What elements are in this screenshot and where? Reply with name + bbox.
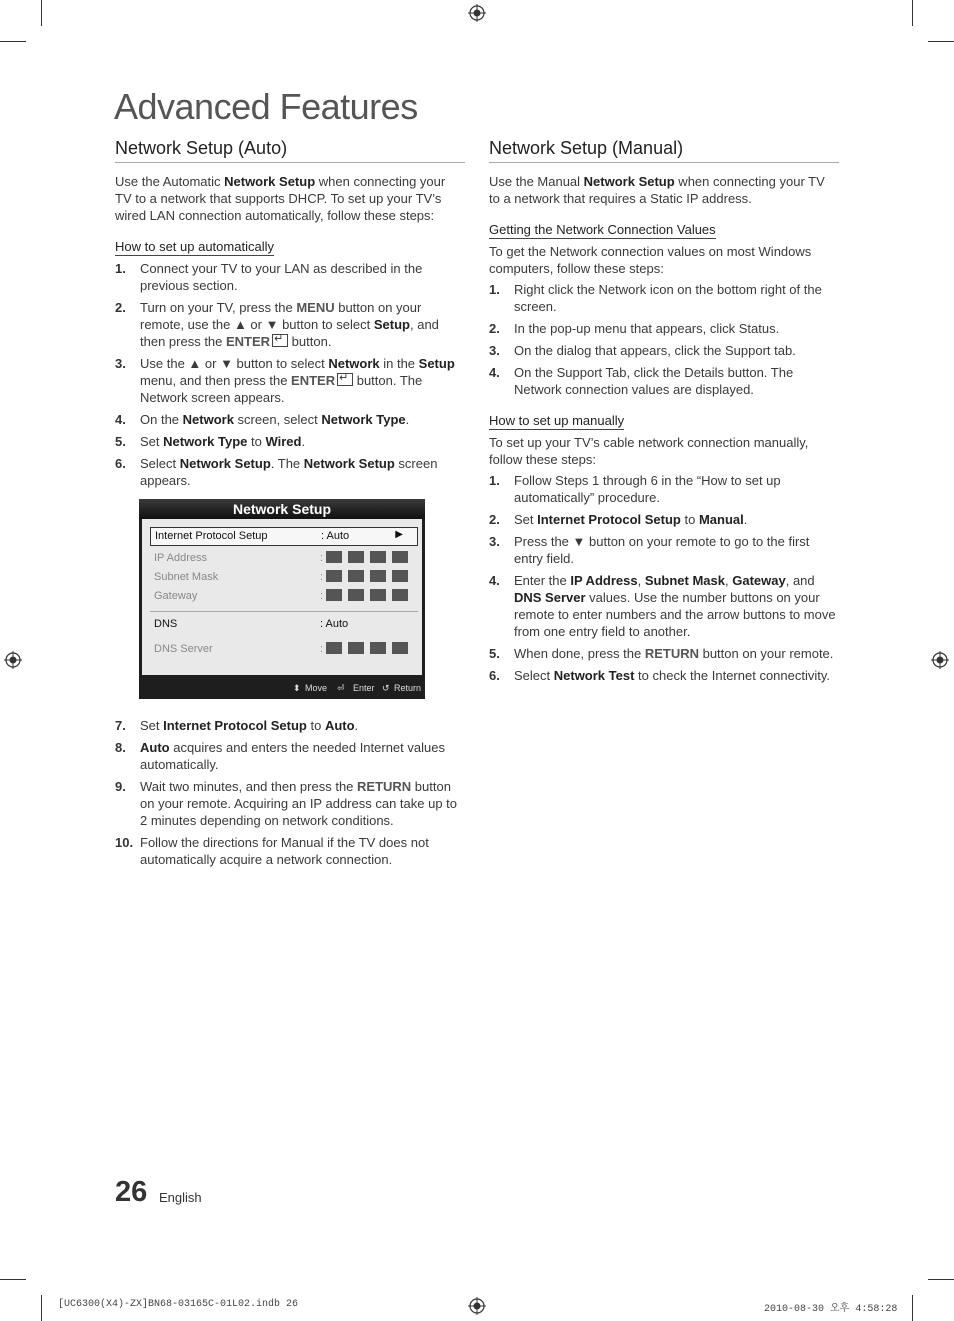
- osd-row-dns-server[interactable]: [150, 643, 416, 657]
- list-item: [489, 572, 839, 640]
- crop-mark: [0, 1279, 26, 1280]
- list-item: [489, 364, 839, 398]
- step-number: 10.: [115, 835, 134, 850]
- intro-bold: Network Setup: [583, 174, 675, 189]
- step-text: On the dialog that appears, click the Support tab.: [514, 343, 796, 358]
- updown-icon: ⬍: [293, 683, 301, 693]
- manual-intro: To set up your TV’s cable network connection manually, follow these steps:: [489, 435, 809, 467]
- registration-mark-icon: [468, 1297, 486, 1315]
- list-item: [115, 299, 465, 350]
- list-item: [489, 667, 839, 684]
- network-setup-screen: [139, 499, 425, 699]
- step-text: On the Network screen, select Network Type.: [140, 412, 410, 427]
- step-number: 2.: [489, 512, 500, 527]
- step-number: 4.: [115, 412, 126, 427]
- step-number: 2.: [115, 300, 126, 315]
- osd-foot-enter: Enter: [353, 683, 375, 693]
- list-item: [115, 834, 465, 868]
- osd-label: DNS: [154, 618, 178, 630]
- step-number: 3.: [115, 356, 126, 371]
- osd-label: DNS Server: [154, 643, 213, 655]
- list-item: [115, 260, 465, 294]
- step-text: Set Internet Protocol Setup to Auto.: [140, 718, 359, 733]
- osd-title: Network Setup: [139, 499, 425, 519]
- osd-label: Internet Protocol Setup: [155, 530, 268, 542]
- osd-colon: :: [320, 571, 324, 583]
- osd-footer: [139, 675, 425, 699]
- osd-colon: :: [320, 643, 324, 655]
- crop-mark: [912, 1295, 913, 1321]
- step-text: On the Support Tab, click the Details button. The Network connection values are displayed.: [514, 365, 794, 397]
- osd-row-gateway[interactable]: [150, 590, 416, 604]
- step-number: 4.: [489, 365, 500, 380]
- dns-entry-fields: [326, 642, 414, 657]
- osd-label: IP Address: [154, 552, 207, 564]
- step-number: 6.: [489, 668, 500, 683]
- registration-mark-icon: [931, 651, 949, 669]
- arrow-right-icon: ▶: [395, 529, 403, 540]
- print-slug-date: 2010-08-30 오후 4:58:28: [764, 1304, 898, 1315]
- step-number: 1.: [489, 473, 500, 488]
- step-number: 9.: [115, 779, 126, 794]
- page-number: 26: [115, 1176, 148, 1208]
- osd-row-dns[interactable]: [150, 618, 416, 632]
- gateway-entry-fields: [326, 589, 414, 604]
- intro-text: Use the Manual: [489, 174, 584, 189]
- steps-list: [115, 260, 465, 489]
- osd-colon: :: [320, 590, 324, 602]
- list-item: [489, 645, 839, 662]
- page-title: Advanced Features: [114, 86, 418, 127]
- step-number: 1.: [115, 261, 126, 276]
- step-number: 5.: [489, 646, 500, 661]
- list-item: [489, 281, 839, 315]
- osd-body: [142, 519, 422, 675]
- section-heading: Network Setup (Manual): [489, 138, 839, 163]
- osd-row-ip-address[interactable]: [150, 552, 416, 566]
- section-network-setup-auto: [115, 138, 465, 873]
- list-item: [115, 739, 465, 773]
- subheading-getting-values: Getting the Network Connection Values: [489, 222, 716, 237]
- crop-mark: [41, 1295, 42, 1321]
- step-text: Enter the IP Address, Subnet Mask, Gateway, and DNS Server values. Use the number buttons on your remote to enter numbers and the arrow buttons to move from one entry field to another.: [514, 573, 836, 639]
- step-number: 2.: [489, 321, 500, 336]
- intro-text: when connecting your TV to a network that requires a Static IP address.: [489, 174, 825, 206]
- osd-foot-return: Return: [394, 683, 422, 693]
- subheading-how-auto: How to set up automatically: [115, 239, 274, 254]
- list-item: [489, 511, 839, 528]
- step-text: Follow the directions for Manual if the TV does not automatically acquire a network connection.: [140, 835, 429, 867]
- intro-text: when connecting your TV to a network that supports DHCP. To set up your TV’s wired LAN connection automatically, follow these steps:: [115, 174, 446, 223]
- step-text: Right click the Network icon on the bottom right of the screen.: [514, 282, 822, 314]
- list-item: [115, 455, 465, 489]
- list-item: [489, 320, 839, 337]
- step-text: Set Internet Protocol Setup to Manual.: [514, 512, 748, 527]
- osd-label: Subnet Mask: [154, 571, 219, 583]
- step-text: Wait two minutes, and then press the RETURN button on your remote. Acquiring an IP address can take up to 2 minutes depending on network conditions.: [140, 779, 458, 828]
- osd-row-subnet-mask[interactable]: [150, 571, 416, 585]
- crop-mark: [912, 0, 913, 26]
- step-number: 4.: [489, 573, 500, 588]
- step-number: 7.: [115, 718, 126, 733]
- osd-foot-move: Move: [305, 683, 328, 693]
- registration-mark-icon: [468, 4, 486, 22]
- crop-mark: [928, 1279, 954, 1280]
- getting-intro: To get the Network connection values on most Windows computers, follow these steps:: [489, 244, 812, 276]
- list-item: [489, 342, 839, 359]
- ip-entry-fields: [326, 551, 414, 566]
- step-text: When done, press the RETURN button on your remote.: [514, 646, 834, 661]
- print-slug-file: [UC6300(X4)-ZX]BN68-03165C-01L02.indb 26: [58, 1299, 299, 1310]
- steps-list: [489, 281, 839, 398]
- list-item: [115, 778, 465, 829]
- step-text: Select Network Test to check the Internet connectivity.: [514, 668, 831, 683]
- step-text: Select Network Setup. The Network Setup screen appears.: [140, 456, 438, 488]
- step-number: 8.: [115, 740, 126, 755]
- page-language: English: [159, 1190, 202, 1205]
- step-text: Connect your TV to your LAN as described in the previous section.: [140, 261, 423, 293]
- osd-label: Gateway: [154, 590, 198, 602]
- steps-list: [115, 717, 465, 868]
- step-text: In the pop-up menu that appears, click Status.: [514, 321, 780, 336]
- osd-value: : Auto: [321, 530, 350, 542]
- intro-paragraph: [489, 173, 839, 207]
- step-text: Turn on your TV, press the MENU button on your remote, use the ▲ or ▼ button to select Setup, and then press the ENTER↵ button.: [140, 300, 439, 349]
- intro-paragraph: [115, 173, 465, 224]
- step-text: Set Network Type to Wired.: [140, 434, 306, 449]
- intro-text: Use the Automatic: [115, 174, 225, 189]
- step-number: 5.: [115, 434, 126, 449]
- step-number: 1.: [489, 282, 500, 297]
- enter-icon: ⏎: [337, 683, 345, 693]
- osd-row-internet-protocol-setup[interactable]: [150, 527, 418, 546]
- step-text: Auto acquires and enters the needed Internet values automatically.: [140, 740, 445, 772]
- step-number: 3.: [489, 534, 500, 549]
- registration-mark-icon: [4, 651, 22, 669]
- list-item: [489, 533, 839, 567]
- osd-value: : Auto: [320, 618, 349, 630]
- list-item: [489, 472, 839, 506]
- list-item: [115, 717, 465, 734]
- list-item: [115, 411, 465, 428]
- osd-colon: :: [320, 552, 324, 564]
- mask-entry-fields: [326, 570, 414, 585]
- step-number: 6.: [115, 456, 126, 471]
- list-item: [115, 355, 465, 406]
- step-text: Use the ▲ or ▼ button to select Network in the Setup menu, and then press the ENTER↵ button. The Network screen appears.: [140, 356, 455, 405]
- subheading-how-manual: How to set up manually: [489, 413, 625, 428]
- crop-mark: [0, 41, 26, 42]
- section-network-setup-manual: [489, 138, 839, 689]
- return-icon: ↺: [382, 683, 390, 693]
- steps-list: [489, 472, 839, 684]
- crop-mark: [41, 0, 42, 26]
- crop-mark: [928, 41, 954, 42]
- intro-bold: Network Setup: [224, 174, 316, 189]
- step-text: Press the ▼ button on your remote to go to the first entry field.: [514, 534, 810, 566]
- step-number: 3.: [489, 343, 500, 358]
- section-heading: Network Setup (Auto): [115, 138, 465, 163]
- step-text: Follow Steps 1 through 6 in the “How to set up automatically” procedure.: [514, 473, 781, 505]
- osd-divider: [150, 611, 418, 612]
- list-item: [115, 433, 465, 450]
